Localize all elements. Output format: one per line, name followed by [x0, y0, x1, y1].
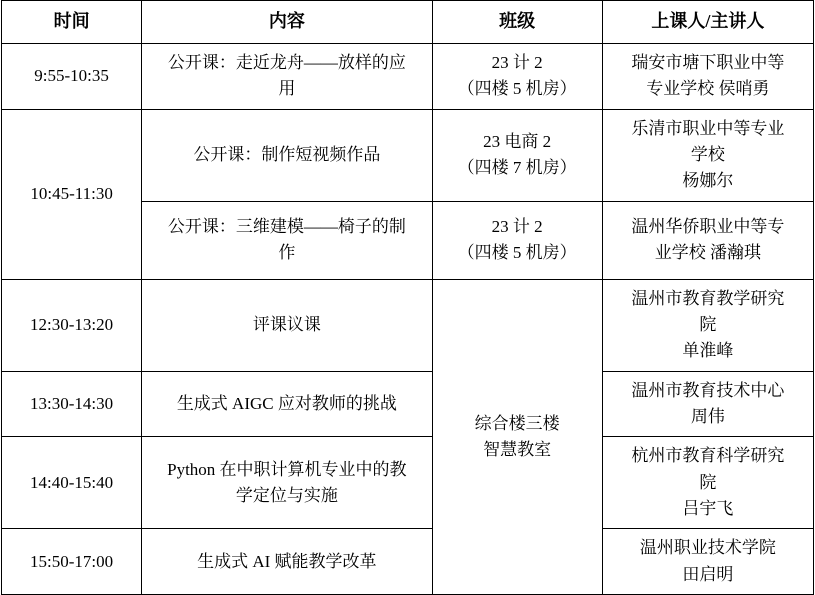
cell-line: 温州职业技术学院: [639, 538, 776, 558]
cell-time: 12:30-13:20: [2, 279, 142, 371]
table-row: [2, 109, 814, 201]
cell-line: 综合楼三楼: [474, 413, 560, 433]
cell-speaker: [602, 109, 813, 201]
cell-line: 业学校 潘瀚琪: [654, 243, 761, 263]
cell-line: 生成式 AI 赋能教学改革: [197, 551, 377, 571]
cell-time: 14:40-15:40: [2, 437, 142, 529]
table-row: [2, 44, 814, 110]
cell-line: 杭州市教育科学研究: [631, 446, 785, 466]
cell-line: 公开课：制作短视频作品: [193, 145, 381, 165]
cell-time: 15:50-17:00: [2, 529, 142, 595]
table-row: [2, 279, 814, 371]
cell-line: 乐清市职业中等专业: [631, 118, 785, 138]
cell-content: [142, 529, 432, 595]
cell-line: 周伟: [690, 407, 725, 427]
cell-speaker: [602, 201, 813, 279]
cell-line: 温州市教育教学研究: [631, 288, 785, 308]
cell-speaker: [602, 437, 813, 529]
cell-line: 瑞安市塘下职业中等: [631, 53, 785, 72]
table-header-row: [2, 1, 814, 44]
cell-speaker: [602, 279, 813, 371]
cell-line: （四楼 5 机房）: [457, 79, 577, 99]
cell-line: 23 计 2: [491, 53, 543, 72]
cell-line: 作: [278, 243, 296, 263]
cell-speaker: [602, 44, 813, 110]
cell-time: 9:55-10:35: [2, 44, 142, 110]
cell-content: [142, 109, 432, 201]
cell-content: [142, 371, 432, 437]
schedule-table: [1, 0, 814, 595]
cell-content: [142, 279, 432, 371]
cell-content: [142, 201, 432, 279]
cell-line: 温州华侨职业中等专: [631, 216, 785, 236]
cell-line: 生成式 AIGC 应对教师的挑战: [176, 393, 397, 413]
cell-speaker: [602, 371, 813, 437]
cell-content: [142, 437, 432, 529]
cell-line: 杨娜尔: [682, 171, 734, 191]
table-row: [2, 371, 814, 437]
cell-line: 评课议课: [252, 315, 321, 335]
cell-line: 用: [278, 79, 296, 99]
cell-line: 公开课：三维建模——椅子的制: [167, 216, 406, 236]
cell-line: 院: [699, 472, 717, 492]
cell-line: 学定位与实施: [235, 485, 338, 505]
cell-line: 公开课：走近龙舟——放样的应: [167, 53, 406, 72]
cell-line: （四楼 7 机房）: [457, 158, 577, 178]
table-row: [2, 437, 814, 529]
cell-line: 院: [699, 315, 717, 335]
cell-line: 田启明: [682, 564, 734, 584]
cell-class: [432, 201, 602, 279]
cell-speaker: [602, 529, 813, 595]
cell-line: 专业学校 侯哨勇: [646, 79, 770, 99]
cell-line: Python 在中职计算机专业中的教: [167, 459, 407, 479]
cell-content: [142, 44, 432, 110]
column-header-content: 内容: [142, 1, 432, 44]
cell-line: 智慧教室: [483, 439, 552, 459]
cell-line: 吕宇飞: [682, 499, 734, 519]
cell-line: 23 计 2: [491, 216, 543, 236]
cell-line: 温州市教育技术中心: [631, 380, 785, 400]
cell-line: （四楼 5 机房）: [457, 243, 577, 263]
column-header-class: 班级: [432, 1, 602, 44]
cell-class: [432, 44, 602, 110]
cell-line: 单淮峰: [682, 341, 734, 361]
cell-line: 学校: [690, 145, 725, 165]
cell-time: 13:30-14:30: [2, 371, 142, 437]
cell-class: [432, 109, 602, 201]
cell-line: 23 电商 2: [483, 131, 552, 151]
table-row: [2, 529, 814, 595]
column-header-time: 时间: [2, 1, 142, 44]
cell-class: [432, 279, 602, 594]
cell-time: 10:45-11:30: [2, 109, 142, 279]
column-header-speaker: 上课人/主讲人: [602, 1, 813, 44]
